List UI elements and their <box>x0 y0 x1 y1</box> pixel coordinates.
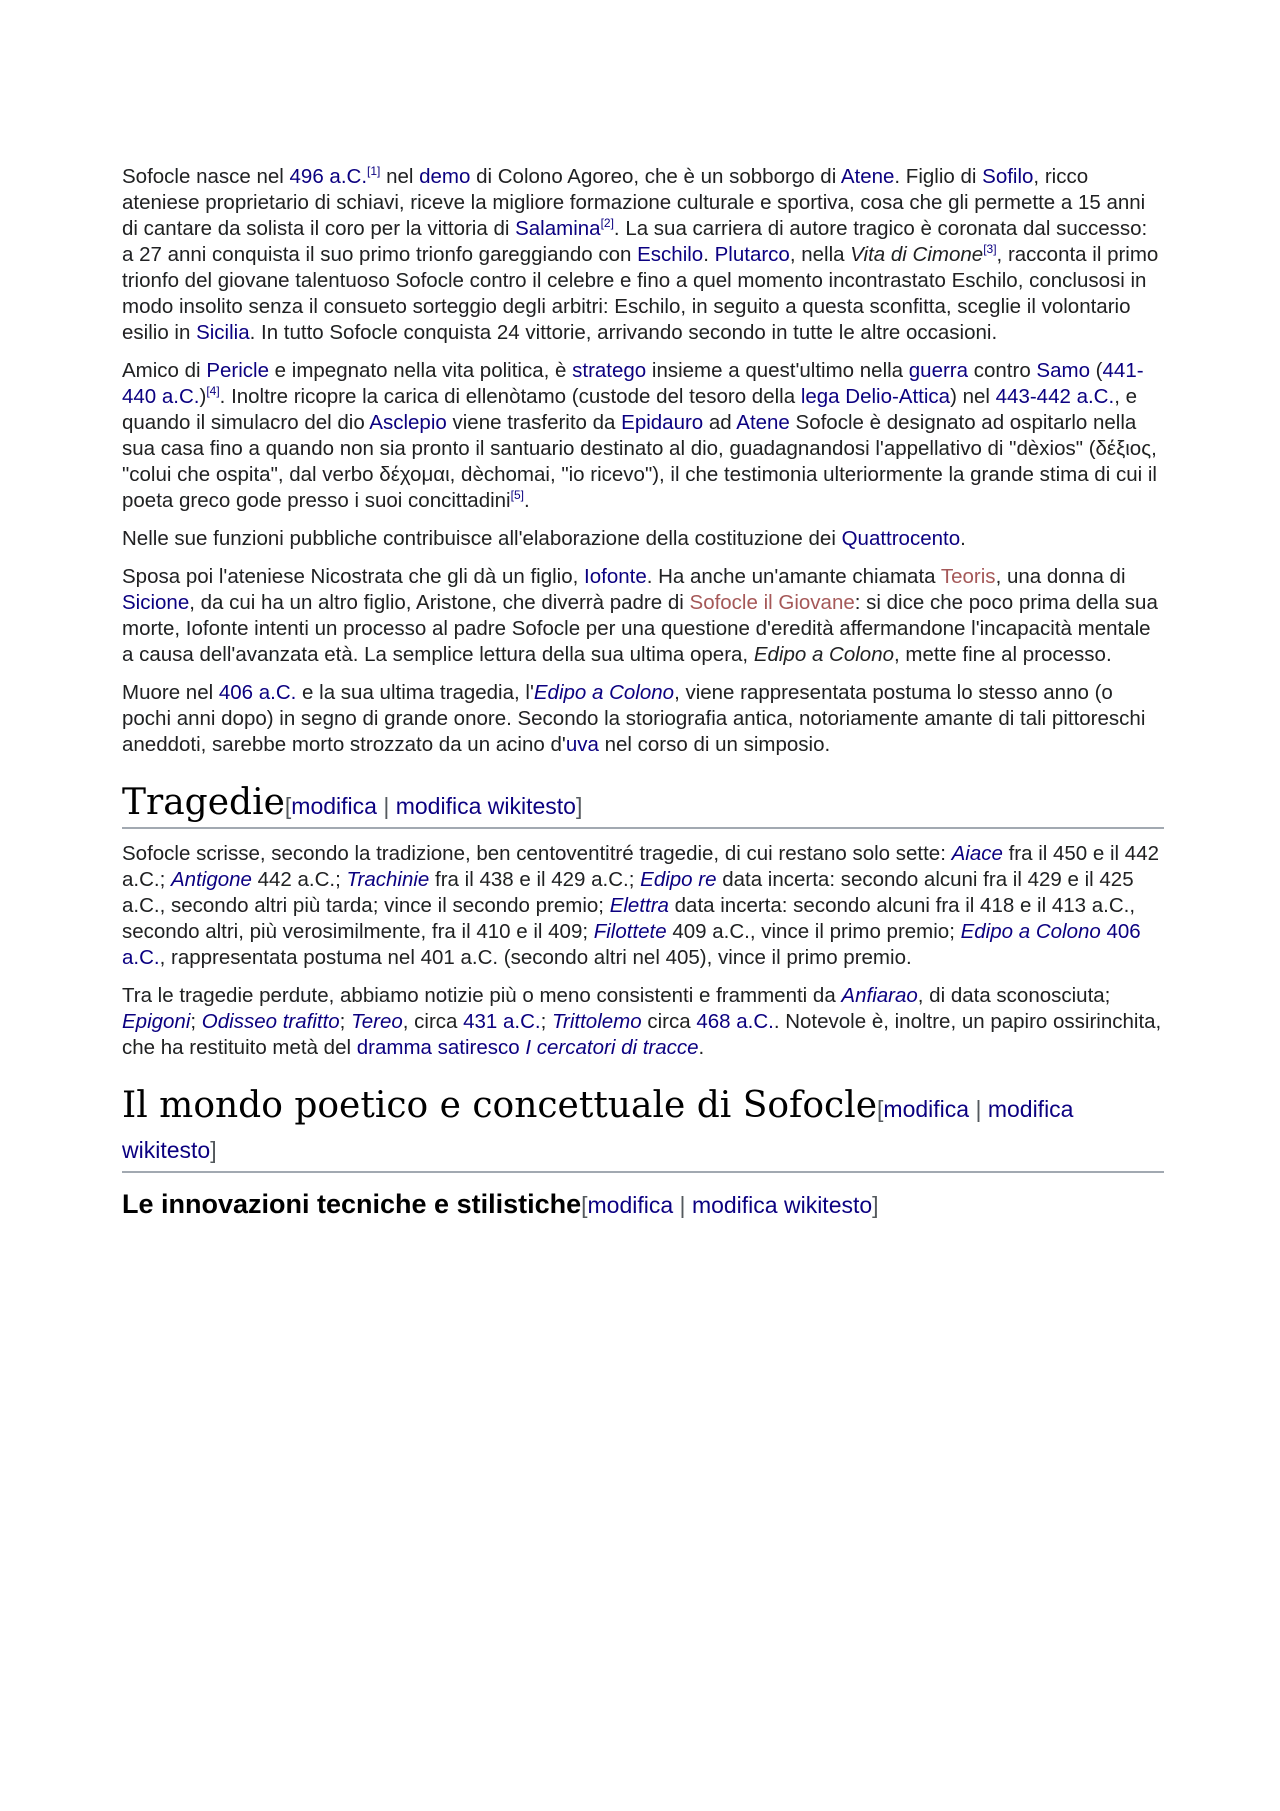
link-tereo[interactable]: Tereo <box>351 1010 403 1033</box>
link-441-440-ac[interactable]: 441-440 a.C. <box>122 359 1144 408</box>
paragraph-biography-intro: Sofocle nasce nel 496 a.C.[1] nel demo di Colono Agoreo, che è un sobborgo di Atene. Figlio di Sofilo, ricco ateniese proprietario di schiavi, riceve la migliore formazione culturale e sportiva, cosa che gli permette a 15 anni di cantare da solista il coro per la vittoria di Salamina[2]. La sua carriera di autore tragico è coronata dal successo: a 27 anni conquista il suo primo trionfo gareggiando con Eschilo. Plutarco, nella Vita di Cimone[3], racconta il primo trionfo del giovane talentuoso Sofocle contro il celebre e fino a quel momento incontrastato Eschilo, conclusosi in modo insolito senza il consueto sorteggio degli arbitri: Eschilo, in seguito a questa sconfitta, sceglie il volontario esilio in Sicilia. In tutto Sofocle conquista 24 vittorie, arrivando secondo in tutte le altre occasioni. <box>122 164 1159 344</box>
ref-2[interactable]: [2] <box>600 216 614 231</box>
edit-link-modifica[interactable]: modifica <box>291 793 377 819</box>
edit-link-modifica-wikitesto[interactable]: modifica wikitesto <box>691 1192 873 1218</box>
link-edipo-a-colono-2[interactable]: Edipo a Colono <box>960 920 1101 943</box>
link-i-cercatori-di-tracce[interactable]: I cercatori di tracce <box>525 1036 699 1059</box>
heading-mondo-poetico: Il mondo poetico e concettuale di Sofocle[modifica | modifica wikitesto] <box>122 1087 1164 1173</box>
link-lega-delio-attica[interactable]: lega Delio-Attica <box>800 385 951 408</box>
paragraph-lost-tragedies: Tra le tragedie perdute, abbiamo notizie più o meno consistenti e frammenti da Anfiarao, di data sconosciuta; Epigoni; Odisseo trafitto; Tereo, circa 431 a.C.; Trittolemo circa 468 a.C.. Notevole è, inoltre, un papiro ossirinchita, che ha restituito metà del dramma satiresco I cercatori di tracce. <box>122 984 1162 1059</box>
link-sicilia[interactable]: Sicilia <box>196 321 250 344</box>
ref-3[interactable]: [3] <box>983 242 997 257</box>
link-468-ac[interactable]: 468 a.C. <box>696 1010 774 1033</box>
italic-edipo-a-colono: Edipo a Colono <box>753 643 895 666</box>
link-atene-2[interactable]: Atene <box>736 411 790 434</box>
paragraph-family: Sposa poi l'ateniese Nicostrata che gli dà un figlio, Iofonte. Ha anche un'amante chiamata Teoris, una donna di Sicione, da cui ha un altro figlio, Aristone, che diverrà padre di Sofocle il Giovane: si dice che poco prima della sua morte, Iofonte intenti un processo al padre Sofocle per una questione d'eredità affermandone l'incapacità mentale a causa dell'avanzata età. La semplice lettura della sua ultima opera, Edipo a Colono, mette fine al processo. <box>122 565 1158 666</box>
heading-innovazioni: Le innovazioni tecniche e stilistiche[modifica | modifica wikitesto] <box>122 1189 879 1219</box>
link-salamina[interactable]: Salamina <box>515 217 601 240</box>
link-quattrocento[interactable]: Quattrocento <box>841 527 961 550</box>
edit-link-modifica-wikitesto[interactable]: modifica wikitesto <box>122 1096 1074 1163</box>
link-samo[interactable]: Samo <box>1036 359 1090 382</box>
link-antigone[interactable]: Antigone <box>171 868 252 891</box>
link-odisseo-trafitto[interactable]: Odisseo trafitto <box>201 1010 340 1033</box>
link-plutarco[interactable]: Plutarco <box>714 243 790 266</box>
link-sofilo[interactable]: Sofilo <box>982 165 1034 188</box>
link-anfiarao[interactable]: Anfiarao <box>841 984 918 1007</box>
ref-4[interactable]: [4] <box>206 384 220 399</box>
article-content <box>122 164 1164 1222</box>
link-trachinie[interactable]: Trachinie <box>346 868 430 891</box>
paragraph-death: Muore nel 406 a.C. e la sua ultima tragedia, l'Edipo a Colono, viene rappresentata postuma lo stesso anno (o pochi anni dopo) in segno di grande onore. Secondo la storiografia antica, notoriamente amante di tali pittoreschi aneddoti, sarebbe morto strozzato da un acino d'uva nel corso di un simposio. <box>122 681 1146 756</box>
link-epigoni[interactable]: Epigoni <box>122 1010 191 1033</box>
link-atene[interactable]: Atene <box>840 165 895 188</box>
link-edipo-re[interactable]: Edipo re <box>640 868 717 891</box>
link-eschilo[interactable]: Eschilo <box>637 243 704 266</box>
link-elettra[interactable]: Elettra <box>609 894 669 917</box>
link-iofonte[interactable]: Iofonte <box>584 565 647 588</box>
italic-vita-di-cimone: Vita di Cimone <box>850 243 984 266</box>
paragraph-extant-tragedies: Sofocle scrisse, secondo la tradizione, ben centoventitré tragedie, di cui restano solo sette: Aiace fra il 450 e il 442 a.C.; Antigone 442 a.C.; Trachinie fra il 438 e il 429 a.C.; Edipo re data incerta: secondo alcuni fra il 429 e il 425 a.C., secondo altri più tarda; vince il secondo premio; Elettra data incerta: secondo alcuni fra il 418 e il 413 a.C., secondo altri, più verosimilmente, fra il 410 e il 409; Filottete 409 a.C., vince il primo premio; Edipo a Colono 406 a.C., rappresentata postuma nel 401 a.C. (secondo altri nel 405), vince il primo premio. <box>122 842 1159 969</box>
ref-5[interactable]: [5] <box>510 488 524 503</box>
link-406-ac[interactable]: 406 a.C. <box>218 681 297 704</box>
link-demo[interactable]: demo <box>419 165 471 188</box>
link-guerra[interactable]: guerra <box>908 359 969 382</box>
link-406-ac-2[interactable]: 406 a.C. <box>122 920 1141 969</box>
link-443-442-ac[interactable]: 443-442 a.C. <box>995 385 1115 408</box>
paragraph-public-functions: Nelle sue funzioni pubbliche contribuisce all'elaborazione della costituzione dei Quattrocento. <box>122 527 966 550</box>
link-dramma-satiresco[interactable]: dramma satiresco <box>356 1036 520 1059</box>
link-teoris[interactable]: Teoris <box>940 565 996 588</box>
link-uva[interactable]: uva <box>565 733 599 756</box>
link-pericle[interactable]: Pericle <box>206 359 269 382</box>
link-sofocle-il-giovane[interactable]: Sofocle il Giovane <box>689 591 855 614</box>
link-sicione[interactable]: Sicione <box>122 591 190 614</box>
edit-link-modifica[interactable]: modifica <box>883 1096 970 1122</box>
link-aiace[interactable]: Aiace <box>951 842 1003 865</box>
link-stratego[interactable]: stratego <box>572 359 647 382</box>
link-epidauro[interactable]: Epidauro <box>621 411 704 434</box>
link-431-ac[interactable]: 431 a.C. <box>463 1010 541 1033</box>
link-496-ac[interactable]: 496 a.C. <box>289 165 368 188</box>
edit-link-modifica[interactable]: modifica <box>587 1192 674 1218</box>
edit-section-links: [modifica | modifica wikitesto] <box>122 1096 1074 1163</box>
link-filottete[interactable]: Filottete <box>593 920 667 943</box>
edit-section-links: [modifica | modifica wikitesto] <box>284 793 583 819</box>
edit-link-modifica-wikitesto[interactable]: modifica wikitesto <box>395 793 576 819</box>
link-trittolemo[interactable]: Trittolemo <box>552 1010 642 1033</box>
paragraph-political-life: Amico di Pericle e impegnato nella vita politica, è stratego insieme a quest'ultimo nella guerra contro Samo (441-440 a.C.)[4]. Inoltre ricopre la carica di ellenòtamo (custode del tesoro della lega Delio-Attica) nel 443-442 a.C., e quando il simulacro del dio Asclepio viene trasferito da Epidauro ad Atene Sofocle è designato ad ospitarlo nella sua casa fino a quando non sia pronto il santuario destinato al dio, guadagnandosi l'appellativo di "dèxios" (δέξιος, "colui che ospita", dal verbo δέχομαι, dèchomai, "io ricevo"), il che testimonia ulteriormente la grande stima di cui il poeta greco gode presso i suoi concittadini[5]. <box>122 359 1157 512</box>
ref-1[interactable]: [1] <box>367 164 381 179</box>
link-asclepio[interactable]: Asclepio <box>369 411 447 434</box>
link-edipo-a-colono[interactable]: Edipo a Colono <box>533 681 675 704</box>
heading-tragedie: Tragedie[modifica | modifica wikitesto] <box>122 784 1164 829</box>
edit-section-links: [modifica | modifica wikitesto] <box>581 1192 879 1218</box>
